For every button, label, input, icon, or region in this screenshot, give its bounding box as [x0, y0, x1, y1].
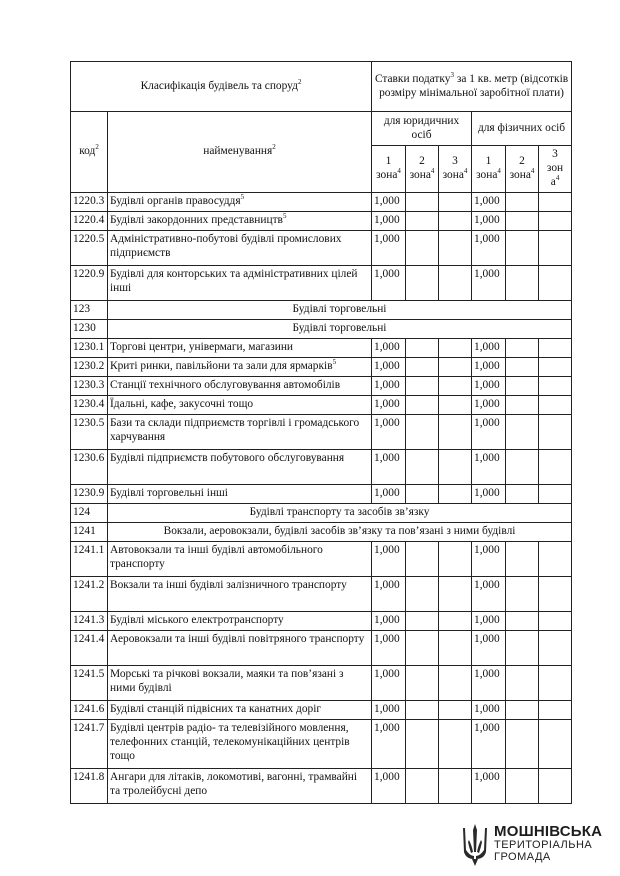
legal-zone-3-header: 3 зона$^4$: [439, 146, 472, 193]
row-code: 124: [71, 503, 108, 522]
table-row: [71, 576, 572, 611]
row-code: 1220.4: [71, 211, 108, 230]
legal-zone-1-value: 1,000: [372, 484, 406, 503]
individual-zone-1-value: 1,000: [472, 611, 506, 630]
row-name: Ангари для літаків, локомотиві, вагонні, трамвайні та тролейбусні депо: [108, 768, 372, 803]
table-row: [71, 376, 572, 395]
name-header: найменування$^2$: [108, 112, 372, 193]
row-name: Автовокзали та інші будівлі автомобільного транспорту: [108, 541, 372, 576]
individual-zone-1-value: 1,000: [472, 768, 506, 803]
section-title: Будівлі транспорту та засобів зв’язку: [108, 503, 572, 522]
legal-zone-1-value: 1,000: [372, 768, 406, 803]
table-row: [71, 719, 572, 768]
row-code: 123: [71, 300, 108, 319]
table-row: [71, 211, 572, 230]
row-code: 1230.6: [71, 449, 108, 484]
community-logo: [460, 822, 603, 868]
section-title: Будівлі торговельні: [108, 300, 572, 319]
row-name: Вокзали та інші будівлі залізничного транспорту: [108, 576, 372, 611]
individual-zone-1-value: 1,000: [472, 230, 506, 265]
individual-zone-1-value: 1,000: [472, 719, 506, 768]
table-row: [71, 414, 572, 449]
trident-icon: [460, 822, 490, 868]
row-name: Будівлі підприємств побутового обслуговування: [108, 449, 372, 484]
table-row: [71, 338, 572, 357]
row-code: 1230.4: [71, 395, 108, 414]
row-name: Будівлі міського електротранспорту: [108, 611, 372, 630]
row-code: 1241.2: [71, 576, 108, 611]
legal-zone-1-value: 1,000: [372, 211, 406, 230]
row-code: 1241.4: [71, 630, 108, 665]
section-title: Вокзали, аеровокзали, будівлі засобів зв’язку та пов’язані з ними будівлі: [108, 522, 572, 541]
individual-zone-1-value: 1,000: [472, 211, 506, 230]
row-code: 1241.6: [71, 700, 108, 719]
row-name: Морські та річкові вокзали, маяки та пов’язані з ними будівлі: [108, 665, 372, 700]
row-code: 1220.3: [71, 192, 108, 211]
row-code: 1241.5: [71, 665, 108, 700]
individual-zone-1-value: 1,000: [472, 414, 506, 449]
row-name: Торгові центри, універмаги, магазини: [108, 338, 372, 357]
legal-zone-1-value: 1,000: [372, 414, 406, 449]
legal-zone-1-value: 1,000: [372, 541, 406, 576]
row-code: 1241.7: [71, 719, 108, 768]
legal-zone-1-value: 1,000: [372, 395, 406, 414]
row-name: Будівлі торговельні інші: [108, 484, 372, 503]
row-name: Аеровокзали та інші будівлі повітряного транспорту: [108, 630, 372, 665]
table-row: [71, 768, 572, 803]
individual-zone-1-value: 1,000: [472, 338, 506, 357]
row-name: Їдальні, кафе, закусочні тощо: [108, 395, 372, 414]
classification-header: Класифікація будівель та споруд$^2$: [71, 62, 372, 112]
individual-zone-1-value: 1,000: [472, 192, 506, 211]
header-row-1: [71, 62, 572, 112]
section-row: [71, 300, 572, 319]
legal-zone-1-value: 1,000: [372, 357, 406, 376]
legal-zone-1-header: 1 зона$^4$: [372, 146, 406, 193]
legal-zone-1-value: 1,000: [372, 576, 406, 611]
row-name: Криті ринки, павільйони та зали для ярмарків$^5$: [108, 357, 372, 376]
code-header: код$^2$: [71, 112, 108, 193]
table-row: [71, 611, 572, 630]
row-code: 1241: [71, 522, 108, 541]
individuals-header: для фізичних осіб: [472, 112, 572, 146]
row-code: 1230.1: [71, 338, 108, 357]
table-row: [71, 357, 572, 376]
row-name: Бази та склади підприємств торгівлі і громадського харчування: [108, 414, 372, 449]
header-row-2: [71, 112, 572, 146]
individual-zone-1-value: 1,000: [472, 665, 506, 700]
row-code: 1241.3: [71, 611, 108, 630]
logo-text: МОШНІВСЬКА ТЕРИТОРІАЛЬНА ГРОМАДА: [494, 823, 603, 863]
document-page: [70, 61, 571, 804]
individual-zone-1-value: 1,000: [472, 449, 506, 484]
row-name: Будівлі органів правосуддя$^5$: [108, 192, 372, 211]
legal-zone-1-value: 1,000: [372, 338, 406, 357]
table-row: [71, 230, 572, 265]
row-code: 1220.9: [71, 265, 108, 300]
row-name: Будівлі центрів радіо- та телевізійного мовлення, телефонних станцій, телекомунікаційних центрів тощо: [108, 719, 372, 768]
row-code: 1230: [71, 319, 108, 338]
row-name: Будівлі станцій підвісних та канатних доріг: [108, 700, 372, 719]
legal-zone-1-value: 1,000: [372, 630, 406, 665]
individual-zone-1-value: 1,000: [472, 630, 506, 665]
section-row: [71, 522, 572, 541]
table-row: [71, 700, 572, 719]
individual-zone-1-value: 1,000: [472, 541, 506, 576]
row-code: 1230.9: [71, 484, 108, 503]
table-row: [71, 265, 572, 300]
row-name: Будівлі для конторських та адміністративних цілей інші: [108, 265, 372, 300]
row-name: Адміністративно-побутові будівлі промислових підприємств: [108, 230, 372, 265]
row-code: 1230.2: [71, 357, 108, 376]
individual-zone-1-value: 1,000: [472, 376, 506, 395]
individual-zone-1-value: 1,000: [472, 576, 506, 611]
legal-zone-1-value: 1,000: [372, 376, 406, 395]
section-row: [71, 503, 572, 522]
individual-zone-3-header: 3 зон $а^4$: [539, 146, 572, 193]
legal-zone-1-value: 1,000: [372, 230, 406, 265]
row-name: Будівлі закордонних представництв$^5$: [108, 211, 372, 230]
row-code: 1241.1: [71, 541, 108, 576]
table-row: [71, 630, 572, 665]
individual-zone-2-header: 2 зона$^4$: [506, 146, 539, 193]
row-name: Станції технічного обслуговування автомобілів: [108, 376, 372, 395]
section-title: Будівлі торговельні: [108, 319, 572, 338]
section-row: [71, 319, 572, 338]
table-row: [71, 395, 572, 414]
row-code: 1220.5: [71, 230, 108, 265]
table-row: [71, 541, 572, 576]
individual-zone-1-header: 1 зона$^4$: [472, 146, 506, 193]
individual-zone-1-value: 1,000: [472, 265, 506, 300]
individual-zone-1-value: 1,000: [472, 700, 506, 719]
table-row: [71, 665, 572, 700]
individual-zone-1-value: 1,000: [472, 484, 506, 503]
individual-zone-1-value: 1,000: [472, 357, 506, 376]
legal-entities-header: для юридичних осіб: [372, 112, 472, 146]
tax-rates-table: [70, 61, 572, 804]
row-code: 1230.3: [71, 376, 108, 395]
legal-zone-1-value: 1,000: [372, 665, 406, 700]
legal-zone-1-value: 1,000: [372, 449, 406, 484]
legal-zone-1-value: 1,000: [372, 192, 406, 211]
individual-zone-1-value: 1,000: [472, 395, 506, 414]
legal-zone-1-value: 1,000: [372, 700, 406, 719]
table-row: [71, 449, 572, 484]
legal-zone-1-value: 1,000: [372, 611, 406, 630]
row-code: 1230.5: [71, 414, 108, 449]
table-row: [71, 484, 572, 503]
table-row: [71, 192, 572, 211]
row-code: 1241.8: [71, 768, 108, 803]
rates-header: Ставки податку$^3$ за 1 кв. метр (відсотків розміру мінімальної заробітної плати): [372, 62, 572, 112]
legal-zone-2-header: 2 зона$^4$: [406, 146, 439, 193]
legal-zone-1-value: 1,000: [372, 719, 406, 768]
legal-zone-1-value: 1,000: [372, 265, 406, 300]
